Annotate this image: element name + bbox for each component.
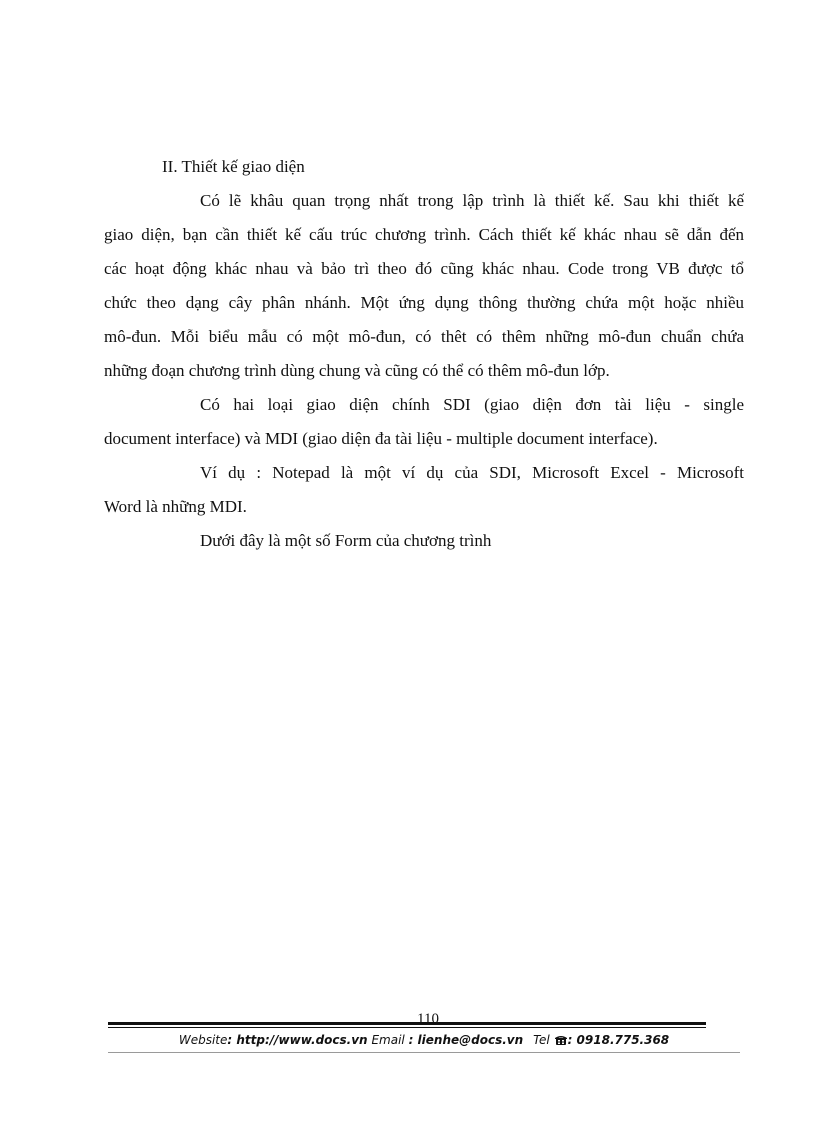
paragraph-line: document interface) và MDI (giao diện đa tài liệu - multiple document interface). [104,429,658,448]
phone-icon [555,1033,567,1043]
paragraph-line: Word là những MDI. [104,497,247,516]
paragraph-2 [104,388,744,456]
footer-contact [108,1032,740,1048]
tel-number: : 0918.775.368 [567,1033,670,1047]
paragraph-line: những đoạn chương trình dùng chung và cũng có thể có thêm mô-đun lớp. [104,361,610,380]
section-heading: II. Thiết kế giao diện [162,157,305,176]
email-label: Email [371,1033,405,1047]
email-link[interactable]: : lienhe@docs.vn [408,1033,524,1047]
paragraph-line: Dưới đây là một số Form của chương trình [200,531,492,550]
paragraph-line: Ví dụ : Notepad là một ví dụ của SDI, Microsoft Excel - Microsoft [200,463,744,482]
website-label: Website [178,1033,228,1047]
footer-rule-bottom [108,1052,740,1053]
paragraph-line: chức theo dạng cây phân nhánh. Một ứng dụng thông thường chứa một hoặc nhiều [104,293,744,312]
paragraph-line: Có lẽ khâu quan trọng nhất trong lập trình là thiết kế. Sau khi thiết kế [200,191,744,210]
document-body [104,150,744,558]
paragraph-line: Có hai loại giao diện chính SDI (giao diện đơn tài liệu - single [200,395,744,414]
paragraph-line: mô-đun. Mỗi biểu mẫu có một mô-đun, có thêt có thêm những mô-đun chuẩn chứa [104,327,744,346]
paragraph-1 [104,184,744,388]
paragraph-line: giao diện, bạn cần thiết kế cấu trúc chương trình. Cách thiết kế khác nhau sẽ dẫn đến [104,225,744,244]
page-number: 110 [417,1011,439,1027]
paragraph-3 [104,456,744,524]
tel-label: Tel [533,1033,550,1047]
paragraph-4 [104,524,744,558]
website-link[interactable]: : http://www.docs.vn [227,1033,368,1047]
footer-rule-top [108,1022,706,1025]
paragraph-line: các hoạt động khác nhau và bảo trì theo đó cũng khác nhau. Code trong VB được tổ [104,259,744,278]
footer-rule-middle [108,1027,706,1028]
